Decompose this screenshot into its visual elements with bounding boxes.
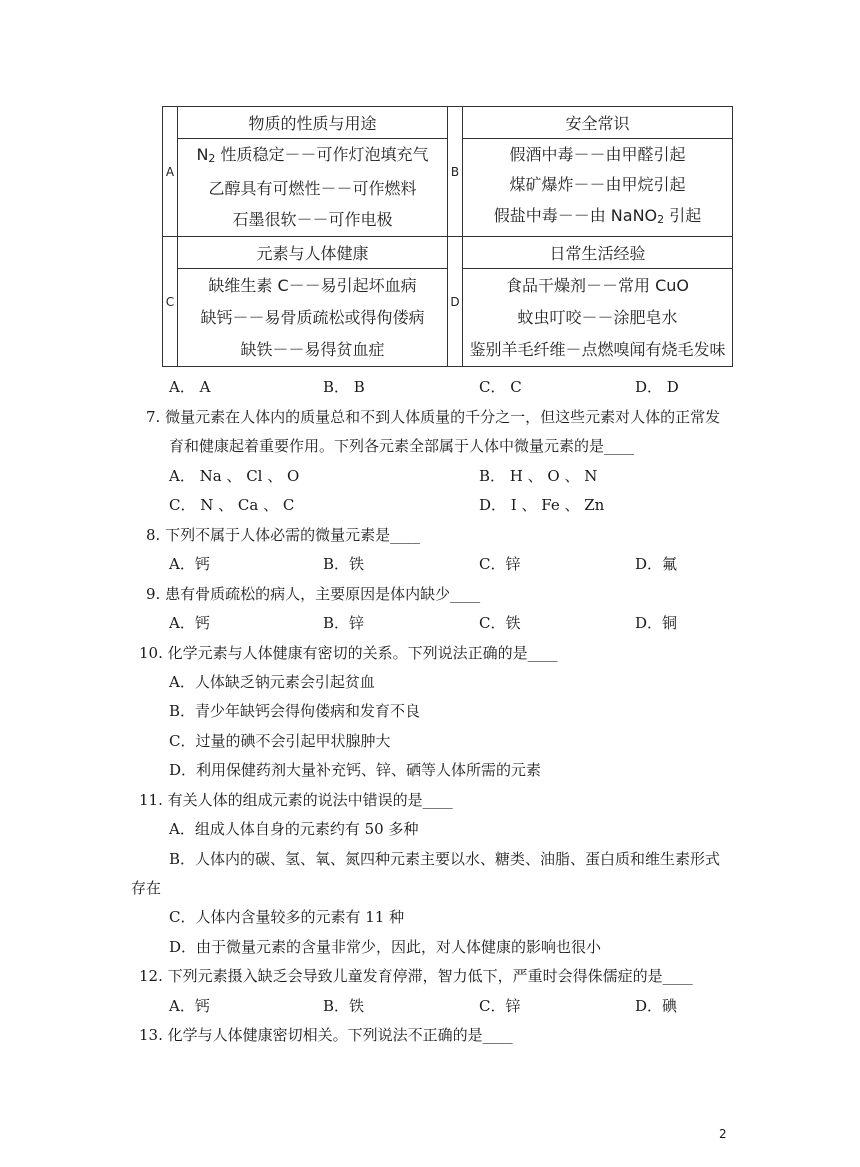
q11-option-d: D．由于微量元素的含量非常少，因此，对人体健康的影响也很小 [169,938,602,956]
q11-stem: 11. 有关人体的组成元素的说法中错误的是____ [139,791,453,809]
q7-option-a: A． Na 、 Cl 、 O [169,467,300,485]
q10-option-c: C．过量的碘不会引起甲状腺肿大 [169,732,391,750]
table-cell-a [178,139,448,237]
q10-option-d: D．利用保健药剂大量补充钙、锌、硒等人体所需的元素 [169,761,542,779]
q12-option-a: A．钙 [169,997,210,1015]
table-letter-b: B [448,107,463,237]
q9-stem: 9. 患有骨质疏松的病人，主要原因是体内缺少____ [146,585,481,603]
q9-option-a: A．钙 [169,614,210,632]
table-line: 缺铁－－易得贫血症 [240,339,385,359]
table-letter-c: C [163,237,178,367]
table-line: 缺钙－－易骨质疏松或得佝偻病 [200,307,425,327]
q10-option-a: A．人体缺乏钠元素会引起贫血 [169,673,375,691]
q8-option-a: A．钙 [169,555,210,573]
q12-option-c: C．锌 [479,997,521,1015]
q7-option-b: B． H 、 O 、 N [479,467,598,485]
page-number: 2 [719,1127,727,1141]
q11-option-b: B．人体内的碳、氢、氧、氮四种元素主要以水、糖类、油脂、蛋白质和维生素形式 [169,850,721,868]
q7-stem-line2: 育和健康起着重要作用。下列各元素全部属于人体中微量元素的是____ [169,437,635,455]
q10-option-b: B．青少年缺钙会得佝偻病和发育不良 [169,702,421,720]
table-header-b: 安全常识 [463,107,733,139]
table-line: 石墨很软－－可作电极 [232,210,393,230]
table-line: 煤矿爆炸－－由甲烷引起 [509,175,686,195]
table-header-d: 日常生活经验 [463,237,733,269]
q11-option-c: C．人体内含量较多的元素有 11 种 [169,908,405,926]
q9-option-b: B．锌 [323,614,365,632]
table-cell-c [178,269,448,367]
q9-option-c: C．铁 [479,614,521,632]
table-line: 乙醇具有可燃性－－可作燃料 [208,179,417,199]
q6-option-a: A． A [169,378,211,396]
q11-option-a: A．组成人体自身的元素约有 50 多种 [169,820,419,838]
table-line: 假盐中毒－－由 NaNO2 引起 [493,206,702,227]
table-line: 鉴别羊毛纤维－点燃嗅闻有烧毛发味 [469,339,726,359]
table-header-a: 物质的性质与用途 [178,107,448,139]
table-line: 食品干燥剂－－常用 CuO [506,275,689,295]
q8-stem: 8. 下列不属于人体必需的微量元素是____ [146,526,421,544]
q6-option-d: D． D [635,378,679,396]
q7-stem-line1: 7. 微量元素在人体内的质量总和不到人体质量的千分之一，但这些元素对人体的正常发 [146,408,721,426]
q7-option-c: C． N 、 Ca 、 C [169,496,295,514]
q13-stem: 13. 化学与人体健康密切相关。下列说法不正确的是____ [139,1026,513,1044]
q8-option-b: B．铁 [323,555,365,573]
q6-option-b: B． B [323,378,365,396]
q11-option-b-continuation: 存在 [131,879,162,897]
q9-option-d: D．铜 [635,614,678,632]
table-line: 蚊虫叮咬－－涂肥皂水 [517,307,678,327]
table-header-c: 元素与人体健康 [178,237,448,269]
table-letter-a: A [163,107,178,237]
q7-option-d: D． I 、 Fe 、 Zn [479,496,605,514]
q10-stem: 10. 化学元素与人体健康有密切的关系。下列说法正确的是____ [139,644,558,662]
table-cell-b [463,139,733,237]
table-letter-d: D [448,237,463,367]
q12-stem: 12. 下列元素摄入缺乏会导致儿童发育停滞，智力低下，严重时会得侏儒症的是____ [139,967,693,985]
q8-option-c: C．锌 [479,555,521,573]
q8-option-d: D．氟 [635,555,678,573]
question-6-table [162,106,733,367]
q6-option-c: C． C [479,378,522,396]
q12-option-d: D．碘 [635,997,678,1015]
table-line: 假酒中毒－－由甲醛引起 [509,144,686,164]
table-cell-d [463,269,733,367]
table-line: N2 性质稳定－－可作灯泡填充气 [196,144,429,165]
q12-option-b: B．铁 [323,997,365,1015]
table-line: 缺维生素 C－－易引起坏血病 [208,275,417,295]
